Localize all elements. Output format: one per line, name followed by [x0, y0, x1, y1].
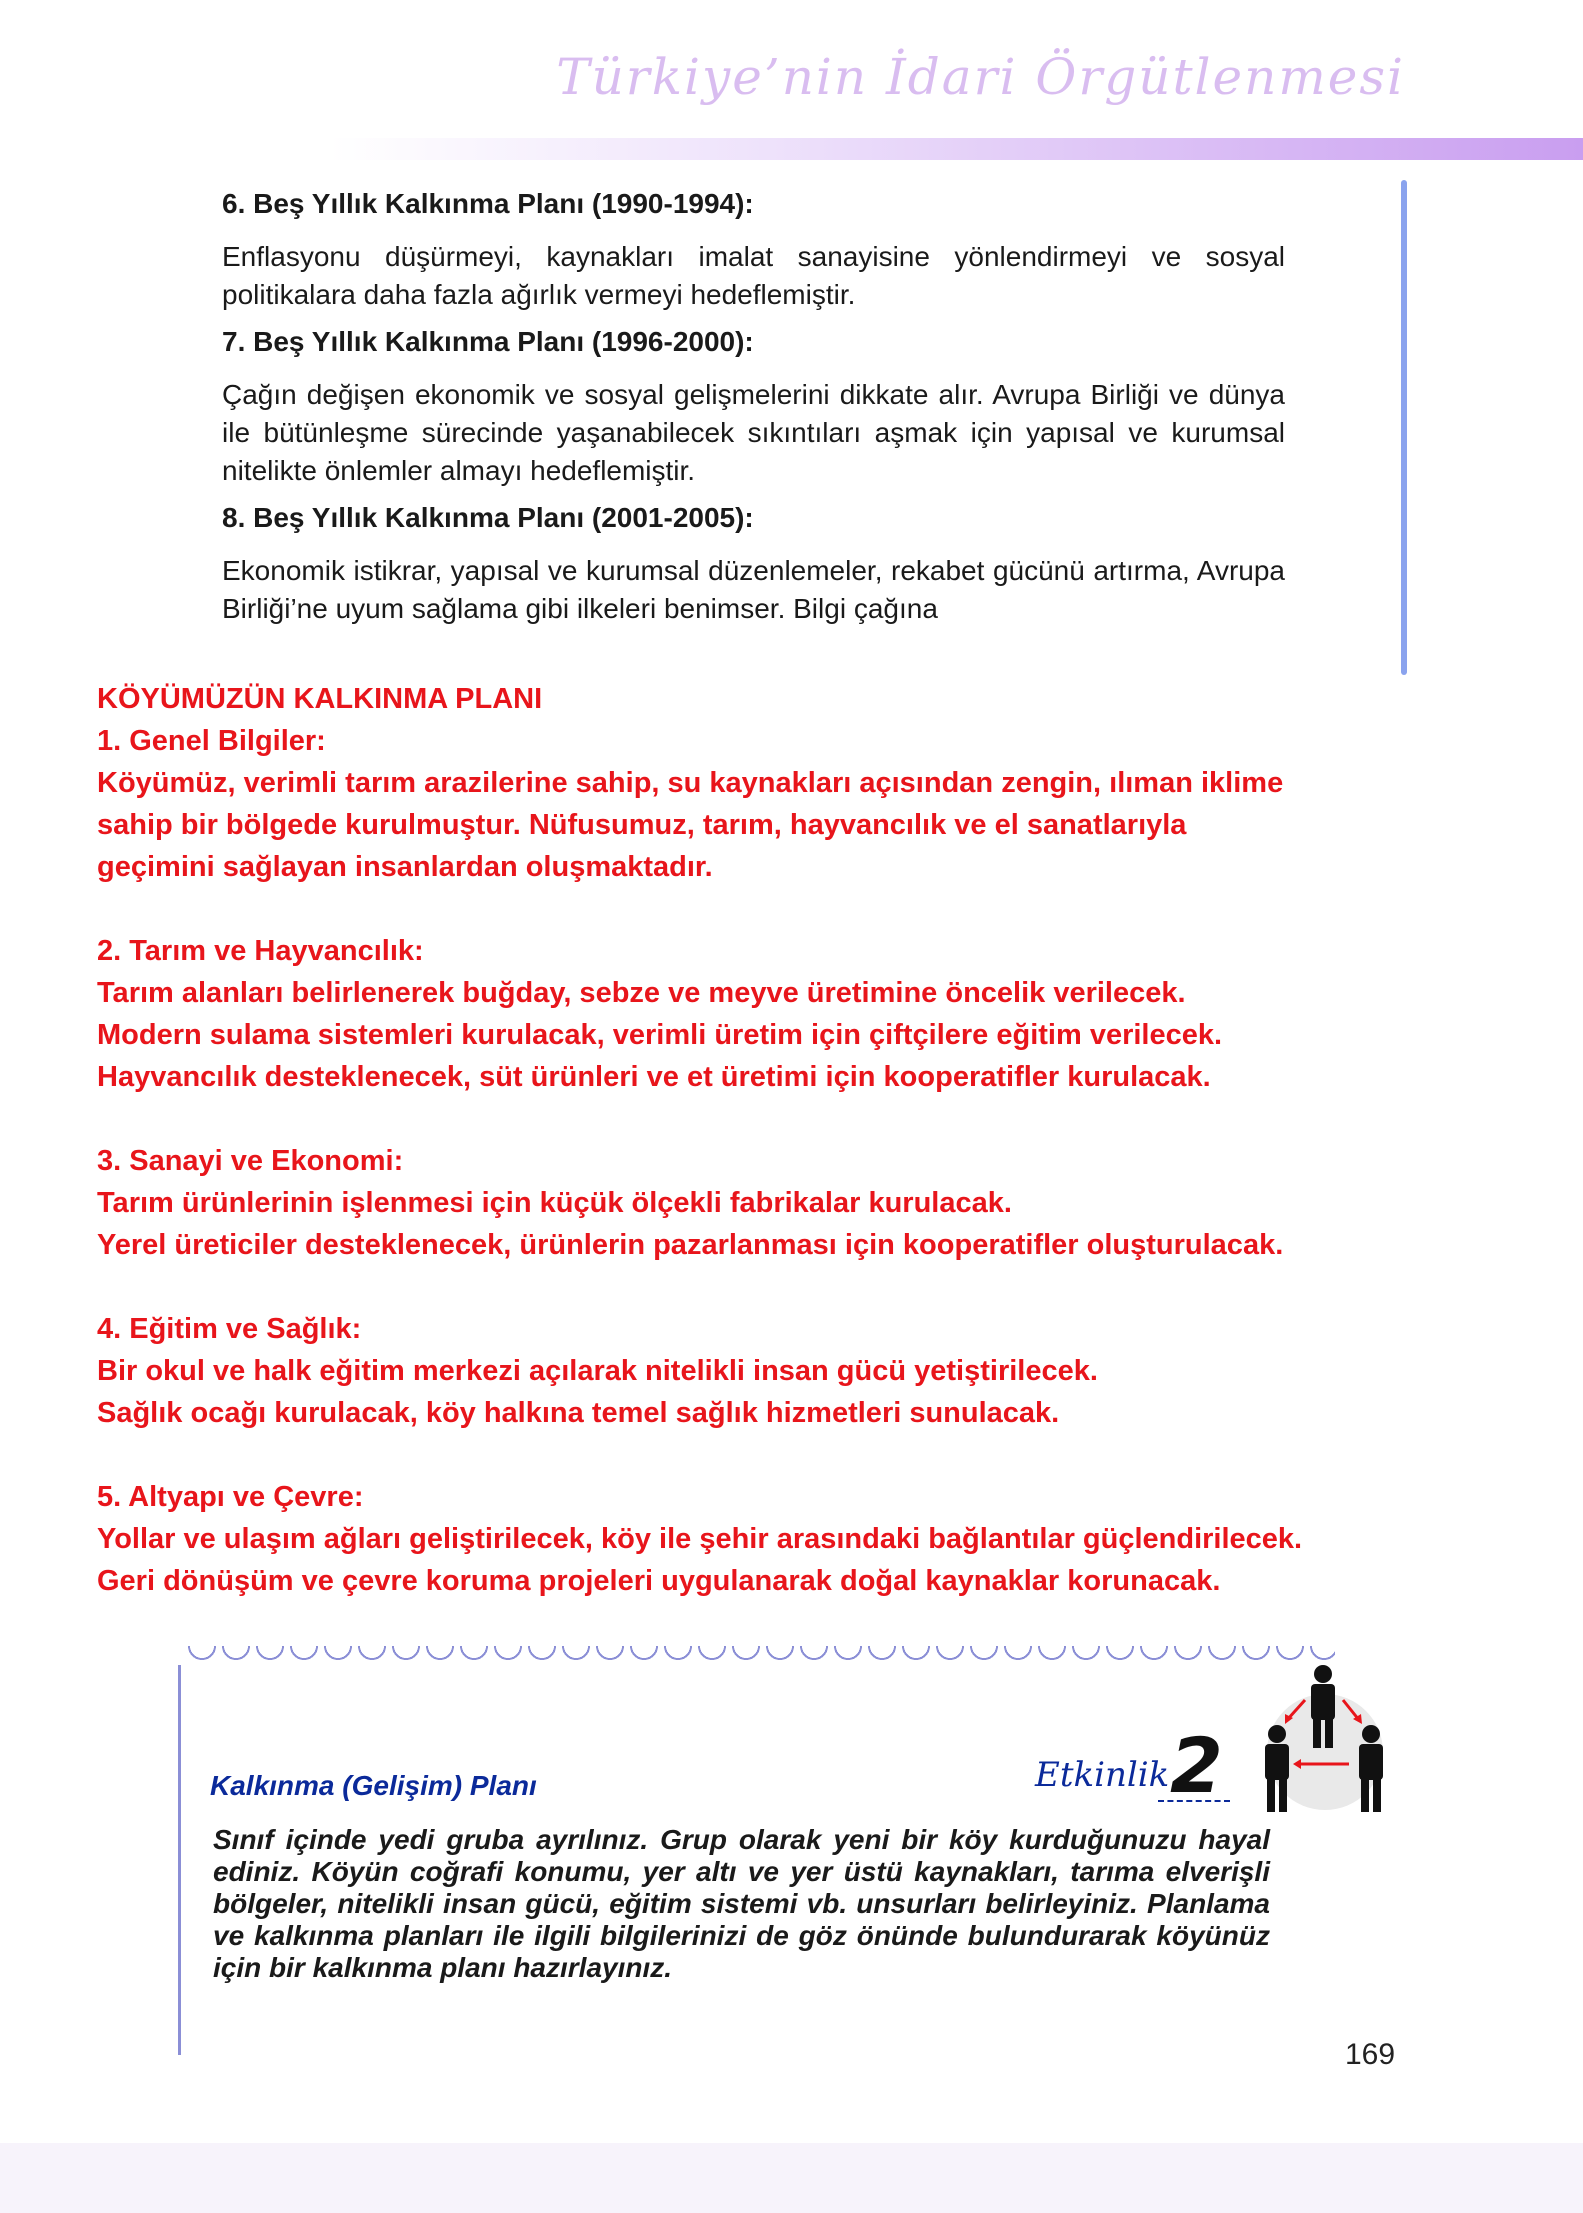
- industry-heading: 3. Sanayi ve Ekonomi:: [97, 1145, 404, 1177]
- agri-line-1: Tarım alanları belirlenerek buğday, sebze ve meyve üretimine öncelik verilecek.: [97, 977, 1186, 1009]
- spacer: [97, 888, 1537, 930]
- edu-line-2: Sağlık ocağı kurulacak, köy halkına temel sağlık hizmetleri sunulacak.: [97, 1397, 1060, 1429]
- spacer: [97, 1098, 1537, 1140]
- general-heading: 1. Genel Bilgiler:: [97, 725, 326, 757]
- industry-line-2: Yerel üreticiler desteklenecek, ürünlerin pazarlanması için kooperatifler oluşturulacak.: [97, 1229, 1284, 1261]
- activity-scalloped-border: [185, 1646, 1335, 1666]
- general-line-3: geçimini sağlayan insanlardan oluşmaktadır.: [97, 851, 713, 883]
- agri-line-2: Modern sulama sistemleri kurulacak, verimli üretim için çiftçilere eğitim verilecek.: [97, 1019, 1223, 1051]
- margin-rule: [1401, 180, 1407, 675]
- activity-label: Etkinlik: [1035, 1755, 1170, 1795]
- activity-number-underline: [1158, 1800, 1230, 1802]
- plan-title: KÖYÜMÜZÜN KALKINMA PLANI: [97, 683, 543, 715]
- plan6-heading: 6. Beş Yıllık Kalkınma Planı (1990-1994):: [222, 188, 754, 219]
- general-line-2: sahip bir bölgede kurulmuştur. Nüfusumuz, tarım, hayvancılık ve el sanatlarıyla: [97, 809, 1187, 841]
- header-gradient-bar: [330, 138, 1583, 160]
- plan8-body: Ekonomik istikrar, yapısal ve kurumsal düzenlemeler, rekabet gücünü artırma, Avrupa Birliği’ne uyum sağlama gibi ilkeleri benimser. Bilgi çağına: [222, 555, 1285, 624]
- activity-instructions: Sınıf içinde yedi gruba ayrılınız. Grup olarak yeni bir köy kurduğunuzu hayal ediniz. Köyün coğrafi konumu, yer altı ve yer üstü kaynakları, tarıma elverişli bölgeler, nitelikli insan gücü, eğitim sistemi vb. unsurları belirleyiniz. Planlama ve kalkınma planları ile ilgili bilgilerinizi de göz önünde bulundurarak köyünüz için bir kalkınma planı hazırlayınız.: [213, 1824, 1270, 1983]
- page-number: 169: [1345, 2038, 1396, 2071]
- plan8-heading: 8. Beş Yıllık Kalkınma Planı (2001-2005):: [222, 502, 754, 533]
- book-text-block: [222, 188, 1285, 673]
- activity-number: 2: [1170, 1721, 1223, 1810]
- footer-band: [0, 2143, 1583, 2213]
- industry-line-1: Tarım ürünlerinin işlenmesi için küçük ölçekli fabrikalar kurulacak.: [97, 1187, 1012, 1219]
- spacer: [97, 1434, 1537, 1476]
- infra-heading: 5. Altyapı ve Çevre:: [97, 1481, 364, 1513]
- agri-heading: 2. Tarım ve Hayvancılık:: [97, 935, 424, 967]
- plan7-body: Çağın değişen ekonomik ve sosyal gelişmelerini dikkate alır. Avrupa Birliği ve dünya ile bütünleşme sürecinde yaşanabilecek sıkıntıları aşmak için yapısal ve kurumsal nitelikte önlemler almayı hedeflemiştir.: [222, 379, 1285, 486]
- activity-left-border: [178, 1665, 181, 2055]
- people-network-icon: [1245, 1652, 1405, 1822]
- agri-line-3: Hayvancılık desteklenecek, süt ürünleri ve et üretimi için kooperatifler kurulacak.: [97, 1061, 1211, 1093]
- page-header-title: Türkiye’nin İdari Örgütlenmesi: [556, 48, 1405, 106]
- village-development-plan: [97, 678, 1537, 1602]
- activity-title: Kalkınma (Gelişim) Planı: [210, 1770, 537, 1801]
- general-line-1: Köyümüz, verimli tarım arazilerine sahip, su kaynakları açısından zengin, ılıman iklime: [97, 767, 1284, 799]
- plan6-body: Enflasyonu düşürmeyi, kaynakları imalat sanayisine yönlendirmeyi ve sosyal politikalara daha fazla ağırlık vermeyi hedeflemiştir.: [222, 241, 1285, 310]
- infra-line-1: Yollar ve ulaşım ağları geliştirilecek, köy ile şehir arasındaki bağlantılar güçlendirilecek.: [97, 1523, 1303, 1555]
- plan7-heading: 7. Beş Yıllık Kalkınma Planı (1996-2000):: [222, 326, 754, 357]
- edu-line-1: Bir okul ve halk eğitim merkezi açılarak nitelikli insan gücü yetiştirilecek.: [97, 1355, 1098, 1387]
- infra-line-2: Geri dönüşüm ve çevre koruma projeleri uygulanarak doğal kaynaklar korunacak.: [97, 1565, 1221, 1597]
- edu-heading: 4. Eğitim ve Sağlık:: [97, 1313, 362, 1345]
- spacer: [97, 1266, 1537, 1308]
